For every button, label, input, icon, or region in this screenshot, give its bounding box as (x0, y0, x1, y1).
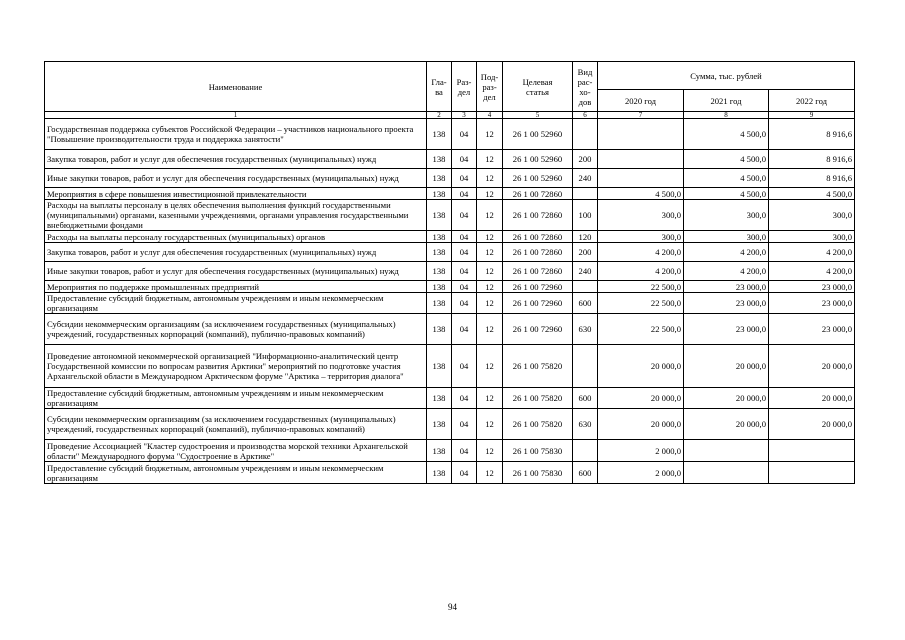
row-sum-2022 (769, 440, 855, 462)
row-sum-2022: 4 200,0 (769, 262, 855, 281)
row-podrazdel: 12 (477, 243, 503, 262)
row-target-article: 26 1 00 52960 (503, 169, 573, 188)
row-target-article: 26 1 00 52960 (503, 119, 573, 150)
row-name: Закупка товаров, работ и услуг для обеспечения государственных (муниципальных) нужд (45, 150, 427, 169)
column-number: 9 (769, 112, 855, 119)
table-row (45, 281, 855, 293)
row-expense-type: 200 (573, 150, 598, 169)
row-sum-2021: 20 000,0 (684, 345, 769, 388)
row-sum-2021: 23 000,0 (684, 281, 769, 293)
row-target-article: 26 1 00 72960 (503, 281, 573, 293)
row-expense-type: 240 (573, 262, 598, 281)
row-sum-2022: 8 916,6 (769, 150, 855, 169)
table-row (45, 262, 855, 281)
row-expense-type (573, 188, 598, 200)
row-podrazdel: 12 (477, 119, 503, 150)
row-podrazdel: 12 (477, 440, 503, 462)
row-podrazdel: 12 (477, 200, 503, 231)
row-glava: 138 (427, 262, 452, 281)
row-razdel: 04 (452, 188, 477, 200)
table-row (45, 243, 855, 262)
table-row (45, 409, 855, 440)
row-sum-2022 (769, 462, 855, 484)
row-sum-2020: 4 500,0 (598, 188, 684, 200)
row-sum-2021: 23 000,0 (684, 293, 769, 314)
row-sum-2022: 23 000,0 (769, 314, 855, 345)
row-podrazdel: 12 (477, 345, 503, 388)
row-glava: 138 (427, 281, 452, 293)
table-body (45, 119, 855, 484)
row-razdel: 04 (452, 262, 477, 281)
row-sum-2022: 300,0 (769, 231, 855, 243)
budget-table (44, 61, 855, 484)
row-razdel: 04 (452, 345, 477, 388)
table-row (45, 314, 855, 345)
row-razdel: 04 (452, 281, 477, 293)
row-name: Закупка товаров, работ и услуг для обеспечения государственных (муниципальных) нужд (45, 243, 427, 262)
row-expense-type (573, 440, 598, 462)
row-name: Предоставление субсидий бюджетным, автономным учреждениям и иным некоммерческим организациям (45, 293, 427, 314)
row-podrazdel: 12 (477, 462, 503, 484)
column-number: 6 (573, 112, 598, 119)
row-podrazdel: 12 (477, 409, 503, 440)
row-podrazdel: 12 (477, 231, 503, 243)
row-expense-type: 600 (573, 388, 598, 409)
row-sum-2022: 23 000,0 (769, 293, 855, 314)
row-razdel: 04 (452, 314, 477, 345)
header-sum: Сумма, тыс. рублей (598, 62, 855, 90)
row-expense-type: 600 (573, 462, 598, 484)
row-sum-2022: 20 000,0 (769, 345, 855, 388)
header-2022: 2022 год (769, 90, 855, 112)
row-name: Расходы на выплаты персоналу в целях обеспечения выполнения функций государственными (муниципальными) органами, казенными учреждениями, органами управления государственными внебюджетными фондами (45, 200, 427, 231)
row-sum-2021: 4 500,0 (684, 150, 769, 169)
header-row (45, 62, 855, 90)
row-glava: 138 (427, 200, 452, 231)
row-expense-type: 630 (573, 314, 598, 345)
table-row (45, 388, 855, 409)
row-sum-2021: 4 200,0 (684, 243, 769, 262)
table-row (45, 440, 855, 462)
row-sum-2020: 22 500,0 (598, 281, 684, 293)
row-target-article: 26 1 00 75820 (503, 409, 573, 440)
row-sum-2020: 4 200,0 (598, 243, 684, 262)
row-sum-2021: 20 000,0 (684, 388, 769, 409)
header-glava: Гла- ва (427, 62, 452, 112)
row-name: Проведение Ассоциацией "Кластер судостроения и производства морской техники Архангельской области" Международного форума "Судостроение в Арктике" (45, 440, 427, 462)
row-target-article: 26 1 00 72860 (503, 231, 573, 243)
row-razdel: 04 (452, 462, 477, 484)
row-target-article: 26 1 00 75820 (503, 388, 573, 409)
row-podrazdel: 12 (477, 169, 503, 188)
row-expense-type (573, 281, 598, 293)
row-glava: 138 (427, 150, 452, 169)
row-sum-2022: 4 500,0 (769, 188, 855, 200)
row-target-article: 26 1 00 75830 (503, 462, 573, 484)
row-sum-2021: 23 000,0 (684, 314, 769, 345)
row-sum-2020: 20 000,0 (598, 409, 684, 440)
row-name: Государственная поддержка субъектов Российской Федерации – участников национального проекта "Повышение производительности труда и поддержка занятости" (45, 119, 427, 150)
row-razdel: 04 (452, 200, 477, 231)
row-sum-2022: 20 000,0 (769, 409, 855, 440)
row-expense-type: 200 (573, 243, 598, 262)
row-expense-type: 100 (573, 200, 598, 231)
row-razdel: 04 (452, 243, 477, 262)
row-sum-2020: 20 000,0 (598, 345, 684, 388)
row-razdel: 04 (452, 440, 477, 462)
row-sum-2020: 4 200,0 (598, 262, 684, 281)
row-sum-2022: 8 916,6 (769, 169, 855, 188)
row-sum-2022: 4 200,0 (769, 243, 855, 262)
row-glava: 138 (427, 119, 452, 150)
row-glava: 138 (427, 440, 452, 462)
row-podrazdel: 12 (477, 281, 503, 293)
row-sum-2021: 4 200,0 (684, 262, 769, 281)
row-glava: 138 (427, 169, 452, 188)
page-number: 94 (448, 602, 457, 612)
table-row (45, 462, 855, 484)
row-sum-2022: 300,0 (769, 200, 855, 231)
row-target-article: 26 1 00 72960 (503, 314, 573, 345)
row-razdel: 04 (452, 119, 477, 150)
row-name: Субсидии некоммерческим организациям (за исключением государственных (муниципальных) учреждений, государственных корпораций (компаний), публично-правовых компаний) (45, 314, 427, 345)
column-number-row (45, 112, 855, 119)
row-sum-2022: 8 916,6 (769, 119, 855, 150)
column-number: 1 (45, 112, 427, 119)
row-name: Субсидии некоммерческим организациям (за исключением государственных (муниципальных) учреждений, государственных корпораций (компаний), публично-правовых компаний) (45, 409, 427, 440)
table-row (45, 231, 855, 243)
row-sum-2020 (598, 169, 684, 188)
row-target-article: 26 1 00 52960 (503, 150, 573, 169)
row-target-article: 26 1 00 72860 (503, 262, 573, 281)
row-target-article: 26 1 00 75820 (503, 345, 573, 388)
row-name: Проведение автономной некоммерческой организацией "Информационно-аналитический центр Государственной комиссии по вопросам развития Арктики" мероприятий по подготовке участия Архангельской области в Международном Арктическом форуме "Арктика – территория диалога" (45, 345, 427, 388)
header-2021: 2021 год (684, 90, 769, 112)
row-glava: 138 (427, 231, 452, 243)
row-sum-2021: 300,0 (684, 200, 769, 231)
row-glava: 138 (427, 409, 452, 440)
row-sum-2020 (598, 119, 684, 150)
row-glava: 138 (427, 243, 452, 262)
row-name: Иные закупки товаров, работ и услуг для обеспечения государственных (муниципальных) нужд (45, 169, 427, 188)
row-target-article: 26 1 00 72860 (503, 200, 573, 231)
row-name: Предоставление субсидий бюджетным, автономным учреждениям и иным некоммерческим организациям (45, 462, 427, 484)
header-razdel: Раз- дел (452, 62, 477, 112)
header-vid: Вид рас- хо- дов (573, 62, 598, 112)
header-podrazdel: Под- раз- дел (477, 62, 503, 112)
row-sum-2021: 300,0 (684, 231, 769, 243)
row-expense-type: 240 (573, 169, 598, 188)
row-glava: 138 (427, 462, 452, 484)
table-row (45, 150, 855, 169)
row-sum-2021 (684, 440, 769, 462)
column-number: 5 (503, 112, 573, 119)
row-razdel: 04 (452, 388, 477, 409)
row-sum-2021: 4 500,0 (684, 169, 769, 188)
header-target: Целевая статья (503, 62, 573, 112)
row-podrazdel: 12 (477, 314, 503, 345)
column-number: 2 (427, 112, 452, 119)
row-sum-2022: 23 000,0 (769, 281, 855, 293)
table-row (45, 119, 855, 150)
table-row (45, 169, 855, 188)
row-podrazdel: 12 (477, 388, 503, 409)
row-sum-2022: 20 000,0 (769, 388, 855, 409)
header-name: Наименование (45, 62, 427, 112)
row-name: Предоставление субсидий бюджетным, автономным учреждениям и иным некоммерческим организациям (45, 388, 427, 409)
row-target-article: 26 1 00 75830 (503, 440, 573, 462)
row-glava: 138 (427, 188, 452, 200)
row-expense-type: 120 (573, 231, 598, 243)
row-expense-type: 600 (573, 293, 598, 314)
row-podrazdel: 12 (477, 262, 503, 281)
row-podrazdel: 12 (477, 188, 503, 200)
row-podrazdel: 12 (477, 150, 503, 169)
row-glava: 138 (427, 345, 452, 388)
row-target-article: 26 1 00 72960 (503, 293, 573, 314)
table-row (45, 188, 855, 200)
row-target-article: 26 1 00 72860 (503, 188, 573, 200)
row-razdel: 04 (452, 150, 477, 169)
row-razdel: 04 (452, 293, 477, 314)
row-razdel: 04 (452, 231, 477, 243)
row-sum-2020: 22 500,0 (598, 314, 684, 345)
row-sum-2021: 20 000,0 (684, 409, 769, 440)
row-razdel: 04 (452, 169, 477, 188)
table-row (45, 200, 855, 231)
row-name: Мероприятия в сфере повышения инвестиционной привлекательности (45, 188, 427, 200)
row-glava: 138 (427, 314, 452, 345)
row-sum-2020: 2 000,0 (598, 462, 684, 484)
row-glava: 138 (427, 293, 452, 314)
column-number: 7 (598, 112, 684, 119)
row-sum-2020 (598, 150, 684, 169)
row-sum-2021: 4 500,0 (684, 119, 769, 150)
row-sum-2021 (684, 462, 769, 484)
row-name: Расходы на выплаты персоналу государственных (муниципальных) органов (45, 231, 427, 243)
table-row (45, 345, 855, 388)
row-razdel: 04 (452, 409, 477, 440)
row-sum-2020: 22 500,0 (598, 293, 684, 314)
row-target-article: 26 1 00 72860 (503, 243, 573, 262)
header-2020: 2020 год (598, 90, 684, 112)
row-sum-2020: 300,0 (598, 200, 684, 231)
row-sum-2021: 4 500,0 (684, 188, 769, 200)
row-sum-2020: 300,0 (598, 231, 684, 243)
row-sum-2020: 20 000,0 (598, 388, 684, 409)
row-sum-2020: 2 000,0 (598, 440, 684, 462)
row-name: Иные закупки товаров, работ и услуг для обеспечения государственных (муниципальных) нужд (45, 262, 427, 281)
row-podrazdel: 12 (477, 293, 503, 314)
row-expense-type: 630 (573, 409, 598, 440)
row-name: Мероприятия по поддержке промышленных предприятий (45, 281, 427, 293)
table-row (45, 293, 855, 314)
column-number: 4 (477, 112, 503, 119)
column-number: 8 (684, 112, 769, 119)
row-glava: 138 (427, 388, 452, 409)
row-expense-type (573, 119, 598, 150)
column-number: 3 (452, 112, 477, 119)
row-expense-type (573, 345, 598, 388)
